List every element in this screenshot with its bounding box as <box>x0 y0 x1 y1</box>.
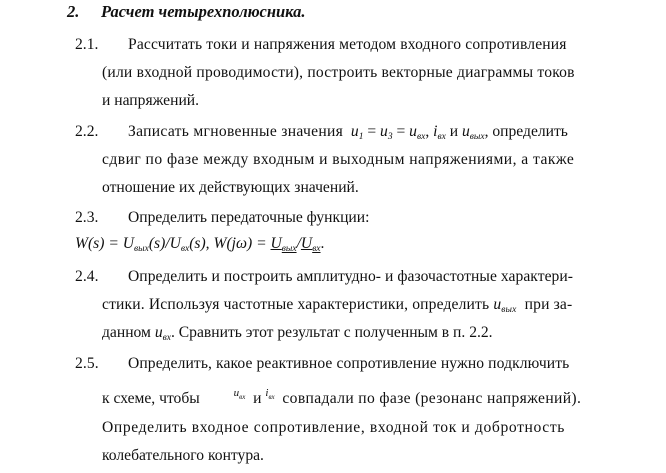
item-2-2-line-1: 2.2. Записать мгновенные значения $u_1 = u_3 = u_{вх}$, $i_{вх}$ и $u_{вых}$, определить <box>75 123 568 142</box>
item-text: Определить и построить амплитудно- и фазочастотные характери- <box>128 268 574 285</box>
item-text: Определить, какое реактивное сопротивление нужно подключить <box>128 355 570 372</box>
item-text: Рассчитать токи и напряжения методом входного сопротивления <box>128 36 567 53</box>
item-2-2-line-3: отношение их действующих значений. <box>102 179 359 196</box>
item-2-5-line-2: к схеме, чтобы $^{u_{вх}}$ и $^{i_{вх}}$ совпадали по фазе (резонанс напряжений). <box>102 387 582 407</box>
item-number: 2.4. <box>75 268 99 285</box>
item-text: Записать мгновенные значения <box>128 123 344 140</box>
item-2-4-line-3: данном $u_{вх}$. Сравнить этот результат с полученным в п. 2.2. <box>102 324 493 343</box>
item-2-3-line-1 <box>75 209 369 227</box>
item-2-2-line-2: сдвиг по фазе между входным и выходным напряжениями, а также <box>102 151 575 168</box>
item-number: 2.5. <box>75 355 99 372</box>
item-number: 2.1. <box>75 36 99 53</box>
item-2-5-line-1 <box>75 355 569 373</box>
item-2-1-line-3: и напряжений. <box>102 92 200 109</box>
transfer-function-formula: $W(s) = U_{вых}(s)/U_{вх}(s)$, $W(j\omega) = U_{вых}/U_{вх}$. <box>75 235 325 254</box>
section-heading <box>67 2 306 22</box>
item-2-1-line-1 <box>75 36 616 54</box>
formula-uvyx: $u_{вых}$ <box>493 296 517 315</box>
item-2-5-line-3: Определить входное сопротивление, входной ток и добротность <box>102 419 565 436</box>
formula-uvx-small: uвх <box>233 387 246 401</box>
formula-ivx-small: iвх <box>265 387 275 401</box>
item-2-5-line-4: колебательного контура. <box>102 447 264 464</box>
section-title: Расчет четырехполюсника. <box>101 2 306 21</box>
item-number: 2.2. <box>75 123 99 140</box>
formula-uvx: $u_{вх}$ <box>409 123 426 142</box>
item-text: Определить передаточные функции: <box>128 209 370 226</box>
item-number: 2.3. <box>75 209 99 226</box>
formula-u3: $u_3$ <box>380 123 393 142</box>
item-2-4-line-2: стики. Используя частотные характеристики, определить $u_{вых}$ при за- <box>102 296 573 315</box>
item-2-1-line-2: (или входной проводимости), построить векторные диаграммы токов <box>102 64 575 81</box>
item-2-4-line-1 <box>75 268 573 286</box>
formula-uvx: $u_{вх}$ <box>154 324 171 343</box>
formula-ivx: $i_{вх}$ <box>433 123 446 142</box>
formula-uvyx: $u_{вых}$ <box>461 123 485 142</box>
section-number: 2. <box>67 2 80 21</box>
formula-u1: $u_1$ <box>350 123 364 142</box>
